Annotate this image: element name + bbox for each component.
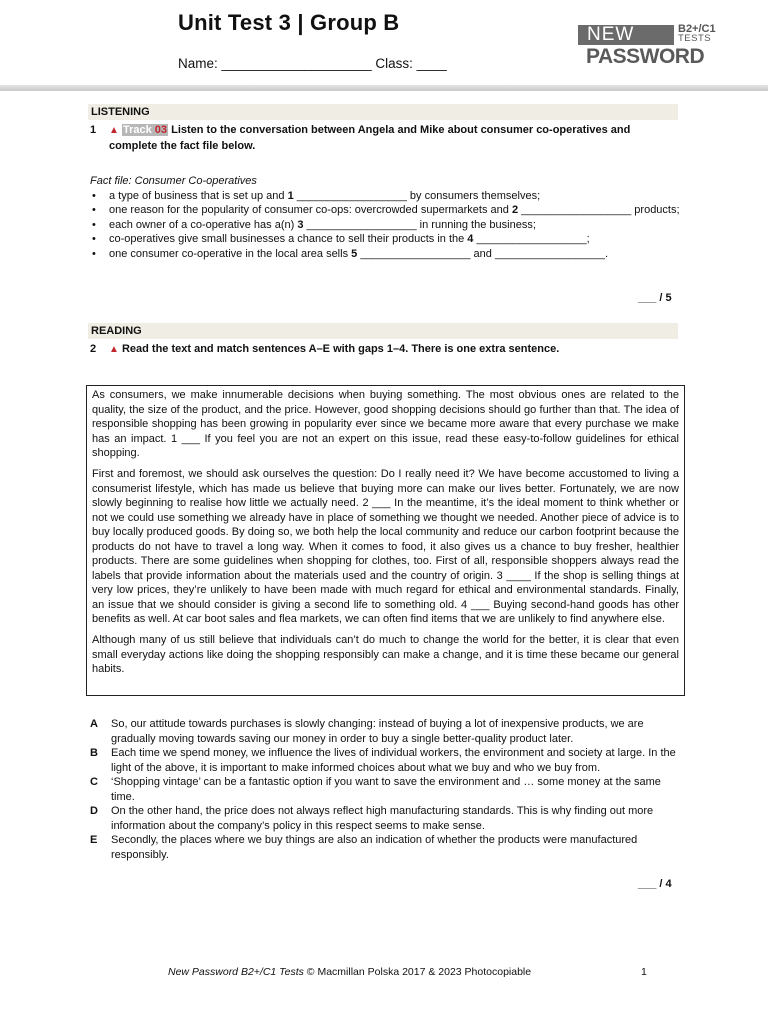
page-title: Unit Test 3 | Group B (178, 10, 400, 35)
option-e: E Secondly, the places where we buy things are also an indication of whether the products were manufactured responsibly. (90, 834, 638, 861)
reading-paragraph: As consumers, we make innumerable decisions when buying something. The most obvious ones are related to the quality, the size of the product, and the price. However, good shopping decisions should go further than that. The idea of responsible shopping has been growing in popularity ever since we became more aware that every purchase we make has an impact. 1 ___ If you feel you are not an expert on this issue, read these easy-to-follow guidelines for ethical shopping. (92, 389, 679, 459)
page-number: 1 (641, 966, 647, 978)
logo-level (678, 24, 716, 44)
name-class-line: Name: ____________________ Class: ____ (178, 56, 447, 71)
option-d: D On the other hand, the price does not always reflect high manufacturing standards. This is why finding out more information about the company’s policy in this respect seems to make sense. (90, 805, 654, 832)
fact-file-title: Fact file: Consumer Co-operatives (90, 175, 257, 187)
reading-paragraph: First and foremost, we should ask ourselves the question: Do I really need it? We have become accustomed to living a consumerist lifestyle, which has made us believe that buying more can make our lives better. Fortunately, we are now slowly beginning to realise how little we actually need. 2 ___ In the meantime, it’s the ideal moment to think whether or not we could use something we already have in place of something we thought we needed. Another piece of advice is to buy locally produced goods. By doing so, we both help the local community and reduce our carbon footprint because the products do not have to travel a long way. When it comes to food, it also gives us a chance to buy fresher, healthier products. There are some guidelines when shopping for clothes, too. First of all, responsible shoppers always read the labels that provide information about the materials used and the country of origin. 3 ____ If the shop is selling things at very low prices, they’re unlikely to have been made with much regard for ethical and environmental standards. Finally, an issue that we should consider is giving a second life to something old. 4 ___ Buying second-hand goods has other benefits as well. At car boot sales and flea markets, we can often find items that we are unlikely to find anywhere else. (92, 468, 679, 625)
fact-file-item: • one reason for the popularity of consumer co-ops: overcrowded supermarkets and 2 __________________ products; (90, 203, 680, 218)
graduation-cap-icon: ▲ (109, 344, 119, 355)
fact-file-list (90, 189, 680, 262)
fact-file-item: • one consumer co-operative in the local area sells 5 __________________ and __________________. (90, 247, 680, 262)
answer-options (90, 717, 680, 862)
reading-score: ___ / 4 (638, 878, 672, 890)
logo-new: NEW (578, 25, 674, 45)
reading-paragraph: Although many of us still believe that individuals can’t do much to change the world for the better, it is clear that even small everyday actions like doing the shopping responsibly can make a change, and it is time these became our general habits. (92, 634, 679, 675)
track-badge (122, 124, 168, 136)
reading-text-box (86, 385, 685, 696)
reading-instruction: Read the text and match sentences A–E with gaps 1–4. There is one extra sentence. (121, 343, 560, 355)
graduation-cap-icon: ▲ (109, 125, 119, 136)
listening-task (90, 123, 680, 153)
listening-instruction: Listen to the conversation between Angela and Mike about consumer co-operatives and complete the fact file below. (109, 124, 631, 152)
fact-file-item: • each owner of a co-operative has a(n) 3 __________________ in running the business; (90, 218, 680, 233)
reading-heading: READING (88, 323, 678, 339)
header-divider (0, 85, 768, 91)
track-label: Track (122, 124, 155, 136)
footer-copyright: New Password B2+/C1 Tests © Macmillan Polska 2017 & 2023 Photocopiable (168, 966, 532, 978)
reading-task (90, 342, 680, 358)
fact-file (90, 174, 680, 261)
logo-password: PASSWORD (586, 45, 705, 68)
fact-file-item: • a type of business that is set up and 1 __________________ by consumers themselves; (90, 189, 680, 204)
option-b: B Each time we spend money, we influence the lives of individual workers, the environment and society at large. In the light of the above, it is important to make informed choices about what we buy and who we buy from. (90, 747, 676, 774)
logo-tests-text: TESTS (678, 33, 712, 44)
fact-file-item: • co-operatives give small businesses a chance to sell their products in the 4 __________________; (90, 232, 680, 247)
new-password-logo (578, 25, 718, 69)
option-c: C ‘Shopping vintage’ can be a fantastic option if you want to save the environment and … some money at the same time. (90, 776, 661, 803)
listening-heading: LISTENING (88, 104, 678, 120)
track-number: 03 (154, 124, 168, 136)
task-number: 2 (90, 343, 97, 355)
listening-score: ___ / 5 (638, 292, 672, 304)
task-number: 1 (90, 124, 97, 136)
logo-level-text: B2+/C1 (678, 23, 716, 35)
option-a: A So, our attitude towards purchases is slowly changing: instead of buying a lot of inexpensive products, we are gradually moving towards saving our money in order to buy a single better-quality product later. (90, 718, 644, 745)
